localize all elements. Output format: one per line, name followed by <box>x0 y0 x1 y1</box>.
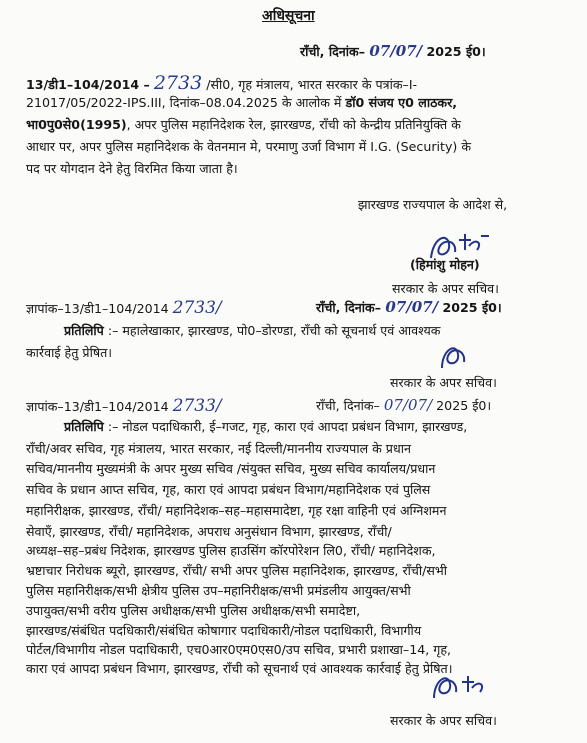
signatory-designation-2: सरकार के अपर सचिव। <box>390 375 497 390</box>
memo-2-place-date <box>316 396 491 414</box>
memo-2-line-4: सचिव के प्रधान आप्त सचिव, गृह, कारा एवं आपदा प्रबंधन विभाग/महानिदेशक एवं पुलिस <box>26 482 431 497</box>
memo-1-copy-line-2: कार्रवाई हेतु प्रेषित। <box>26 345 113 360</box>
memo-2-line-2: राँची/अवर सचिव, गृह मंत्रालय, भारत सरकार, नई दिल्ली/माननीय राज्यपाल के प्रधान <box>26 441 411 456</box>
memo-2-line-7: अध्यक्ष–सह–प्रबंध निदेशक, झारखण्ड पुलिस हाउसिंग कॉरपोरेशन लि0, राँची/ महानिदेशक, <box>26 543 436 558</box>
handwritten-reference-number: 2733 <box>153 72 203 94</box>
header-year-suffix: 2025 ई0। <box>426 44 486 59</box>
memo-2-line-8: भ्रष्टाचार निरोधक ब्यूरो, झारखण्ड, राँची/ सभी अपर पुलिस महानिदेशक, झारखण्ड, राँची/सभी <box>26 563 447 578</box>
memo-2-line-5: महानिरीक्षक, झारखण्ड, राँची/ महानिदेशक–सह–महासमादेष्टा, गृह रक्षा वाहिनी एवं अग्निशमन <box>26 503 447 518</box>
body-line-3-text: , अपर पुलिस महानिदेशक रेल, झारखण्ड, राँची को केन्द्रीय प्रतिनियुक्ति के <box>126 117 461 132</box>
memo-1-prefix: ज्ञापांक–13/डी1–104/2014 <box>26 301 169 316</box>
order-line: झारखण्ड राज्यपाल के आदेश से, <box>358 197 508 212</box>
officer-name: डॉ0 संजय ए0 लाठकर, <box>345 95 458 110</box>
signature-mark-3 <box>428 668 492 706</box>
document-title: अधिसूचना <box>262 8 315 24</box>
header-place-date <box>300 42 486 60</box>
body-line-1-rest: /सी0, गृह मंत्रालय, भारत सरकार के पत्रांक–I- <box>206 77 418 92</box>
memo-2-line-3: सचिव/माननीय मुख्यमंत्री के अपर मुख्य सचिव /संयुक्त सचिव, मुख्य सचिव कार्यालय/प्रधान <box>26 461 436 476</box>
memo-2-line-1 <box>64 418 467 435</box>
memo-2-prefix: ज्ञापांक–13/डी1–104/2014 <box>26 399 169 414</box>
header-handwritten-date: 07/07/ <box>369 42 423 60</box>
signatory-designation-3: सरकार के अपर सचिव। <box>390 713 497 728</box>
memo-1-copy-label: प्रतिलिपि <box>64 323 104 338</box>
memo-2-line-6: सेवाएँ, झारखण्ड, राँची/ महानिदेशक, अपराध अनुसंधान विभाग, झारखण्ड, राँची/ <box>26 524 392 539</box>
body-line-2-text: 21017/05/2022-IPS.III, दिनांक–08.04.2025 के आलोक में <box>26 95 342 110</box>
memo-2-year-suffix: 2025 ई0। <box>436 398 492 413</box>
memo-1-year-suffix: 2025 ई0। <box>442 300 502 315</box>
reference-number: 13/डी1–104/2014 – <box>26 77 150 92</box>
body-line-1 <box>26 72 417 94</box>
body-line-2 <box>26 94 457 111</box>
memo-1-place-prefix: राँची, दिनांक– <box>316 300 382 315</box>
memo-2-line-10: उपायुक्त/सभी वरीय पुलिस अधीक्षक/सभी पुलिस अधीक्षक/सभी समादेष्टा, <box>26 603 361 618</box>
memo-2-handwritten-date: 07/07/ <box>383 396 433 414</box>
memo-2-place-prefix: राँची, दिनांक– <box>316 398 380 413</box>
service-batch: भा0पु0से0(1995) <box>26 117 127 132</box>
body-line-3 <box>26 116 461 133</box>
body-line-4: आधार पर, अपर पुलिस महानिदेशक के वेतनमान मे, परमाणु उर्जा विभाग में I.G. (Security) के <box>26 139 471 154</box>
memo-1-handwritten-date: 07/07/ <box>385 298 439 316</box>
memo-2-line-13: कारा एवं आपदा प्रबंधन विभाग, झारखण्ड, राँची को सूचनार्थ एवं आवश्यक कार्रवाई हेतु प्रेषित। <box>26 661 453 676</box>
memo-1-handwritten-number: 2733/ <box>172 298 222 318</box>
memo-1-number <box>26 298 222 318</box>
memo-2-handwritten-number: 2733/ <box>172 396 222 416</box>
memo-1-copy-text: :– महालेखाकार, झारखण्ड, पो0–डोरण्डा, राँची को सूचनार्थ एवं आवश्यक <box>107 323 441 338</box>
signatory-designation-1: सरकार के अपर सचिव। <box>392 281 499 296</box>
memo-1-copy-line-1 <box>64 322 440 339</box>
memo-2-copy-label: प्रतिलिपि <box>64 419 104 434</box>
memo-2-line-11: झारखण्ड/संबंधित पदधिकारी/संबंधित कोषागार पदाधिकारी/नोडल पदाधिकारी, विभागीय <box>26 623 422 638</box>
memo-2-number <box>26 396 222 416</box>
header-place-prefix: राँची, दिनांक– <box>300 44 366 59</box>
memo-2-line-1-text: :– नोडल पदाधिकारी, ई–गजट, गृह, कारा एवं आपदा प्रबंधन विभाग, झारखण्ड, <box>107 419 468 434</box>
memo-2-line-9: पुलिस महानिरीक्षक/सभी क्षेत्रीय पुलिस उप–महानिरीक्षक/सभी प्रमंडलीय आयुक्त/सभी <box>26 583 411 598</box>
signatory-name-1: (हिमांशु मोहन) <box>410 257 480 272</box>
memo-1-place-date <box>316 298 502 316</box>
body-line-5: पद पर योगदान देने हेतु विरमित किया जाता है। <box>26 161 238 176</box>
memo-2-line-12: पोर्टल/विभागीय नोडल पदाधिकारी, एच0आर0एम0एस0/उप सचिव, प्रभारी प्रशाखा–14, गृह, <box>26 642 452 657</box>
signature-mark-2 <box>436 340 476 374</box>
